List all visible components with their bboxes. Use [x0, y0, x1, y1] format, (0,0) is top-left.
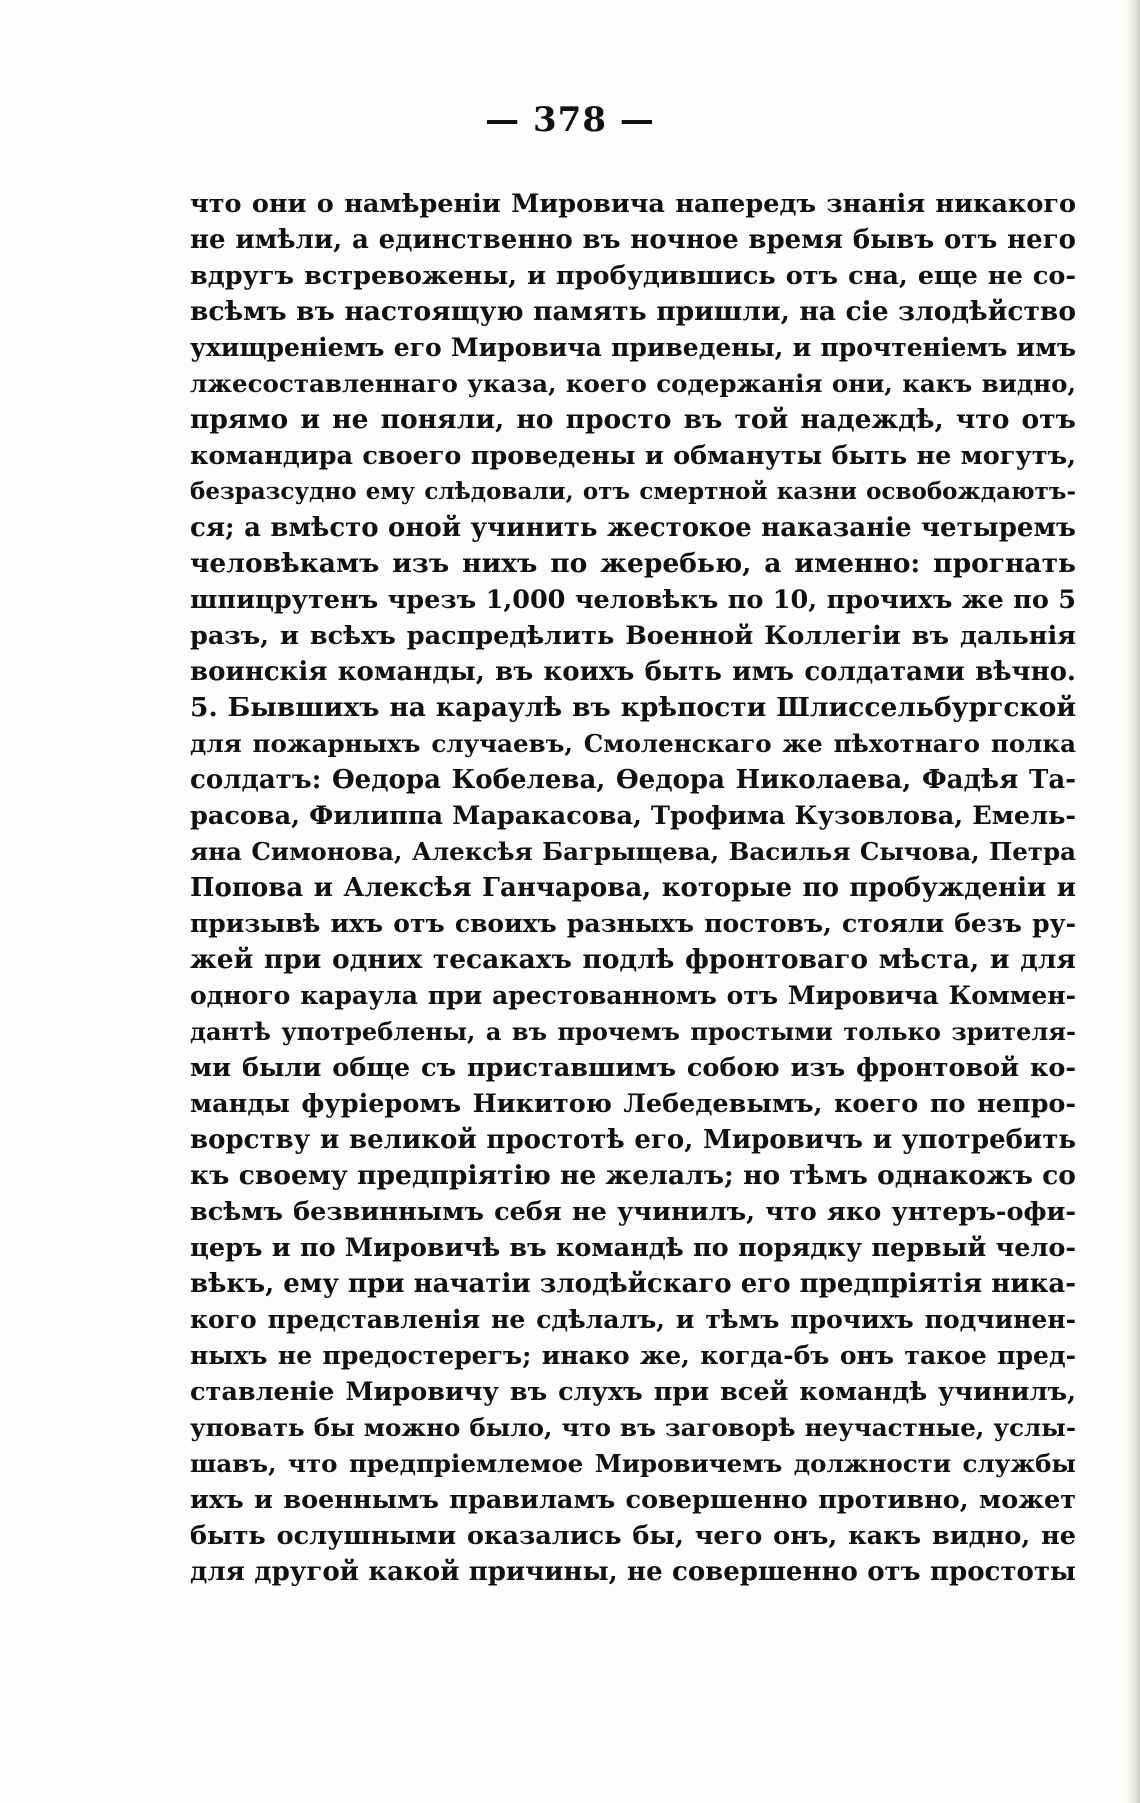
text-line: 5. Бывшихъ на караулѣ въ крѣпости Шлиссельбургской — [190, 692, 1076, 723]
text-line: солдатъ: Ѳедора Кобелева, Ѳедора Николаева, Фадѣя Та- — [190, 765, 1076, 795]
text-line: ся; а вмѣсто оной учинить жестокое наказаніе четыремъ — [190, 513, 1076, 543]
text-line: разъ, и всѣхъ распредѣлить Военной Коллегіи въ дальнія — [190, 621, 1076, 651]
body-text — [190, 186, 1076, 1590]
page-number: — 378 — — [485, 100, 655, 140]
text-line: шпицрутенъ чрезъ 1,000 человѣкъ по 10, прочихъ же по 5 — [190, 585, 1076, 615]
text-line: лжесоставленнаго указа, коего содержанія они, какъ видно, — [190, 369, 1076, 398]
text-line: быть ослушными оказались бы, чего онъ, какъ видно, не — [190, 1521, 1076, 1551]
text-line: вѣкъ, ему при начатіи злодѣйскаго его предпріятія ника- — [190, 1269, 1076, 1299]
text-line: безразсудно ему слѣдовали, отъ смертной казни освобождаютъ- — [190, 478, 1076, 505]
text-line: ныхъ не предостерегъ; инако же, когда-бъ онъ такое пред- — [190, 1341, 1076, 1370]
text-line: дантѣ употреблены, а въ прочемъ простыми только зрителя- — [190, 1017, 1076, 1046]
text-line: яна Симонова, Алексѣя Багрыщева, Василья Сычова, Петра — [190, 837, 1076, 866]
text-line: что они о намѣреніи Мировича напередъ знанія никакого — [190, 189, 1076, 219]
text-line: ми были обще съ приставшимъ собою изъ фронтовой ко- — [190, 1053, 1076, 1083]
text-line: человѣкамъ изъ нихъ по жеребью, а именно: прогнать — [190, 548, 1076, 579]
text-line: для пожарныхъ случаевъ, Смоленскаго же пѣхотнаго полка — [190, 729, 1076, 758]
text-line: вдругъ встревожены, и пробудившись отъ сна, еще не со- — [190, 261, 1076, 291]
text-line: манды фуріеромъ Никитою Лебедевымъ, коего по непро- — [190, 1089, 1076, 1119]
text-line: командира своего проведены и обмануты быть не могутъ, — [190, 441, 1076, 471]
text-line: не имѣли, а единственно въ ночное время бывъ отъ него — [190, 225, 1076, 255]
text-line: призывѣ ихъ отъ своихъ разныхъ постовъ, стояли безъ ру- — [190, 909, 1076, 938]
text-line: всѣмъ безвиннымъ себя не учинилъ, что яко унтеръ-офи- — [190, 1197, 1076, 1227]
text-line: уповать бы можно было, что въ заговорѣ неучастные, услы- — [190, 1413, 1076, 1442]
text-line: прямо и не поняли, но просто въ той надеждѣ, что отъ — [190, 404, 1076, 435]
text-line: ухищреніемъ его Мировича приведены, и прочтеніемъ имъ — [190, 333, 1076, 362]
page-edge-shadow — [1126, 0, 1140, 1803]
text-line: Попова и Алексѣя Ганчарова, которые по пробужденіи и — [190, 873, 1076, 903]
text-line: къ своему предпріятію не желалъ; но тѣмъ однакожъ со — [190, 1160, 1076, 1191]
text-line: жей при одних тесакахъ подлѣ фронтоваго мѣста, и для — [190, 944, 1076, 975]
text-line: ворству и великой простотѣ его, Мировичъ и употребить — [190, 1125, 1076, 1155]
text-line: для другой какой причины, не совершенно отъ простоты — [190, 1557, 1076, 1587]
text-line: ихъ и военнымъ правиламъ совершенно противно, может — [190, 1485, 1076, 1515]
text-line: расова, Филиппа Маракасова, Трофима Кузовлова, Емель- — [190, 801, 1076, 831]
text-line: кого представленія не сдѣлалъ, и тѣмъ прочихъ подчинен- — [190, 1305, 1076, 1334]
text-line: всѣмъ въ настоящую память пришли, на сіе злодѣйство — [190, 296, 1076, 327]
text-line: шавъ, что предпріемлемое Мировичемъ должности службы — [190, 1449, 1076, 1478]
text-line: церъ и по Мировичѣ въ командѣ по порядку первый чело- — [190, 1233, 1076, 1263]
text-line: ставленіе Мировичу въ слухъ при всей командѣ учинилъ, — [190, 1377, 1076, 1407]
text-line: воинскія команды, въ коихъ быть имъ солдатами вѣчно. — [190, 657, 1076, 687]
text-line: одного караула при арестованномъ отъ Мировича Коммен- — [190, 981, 1076, 1010]
